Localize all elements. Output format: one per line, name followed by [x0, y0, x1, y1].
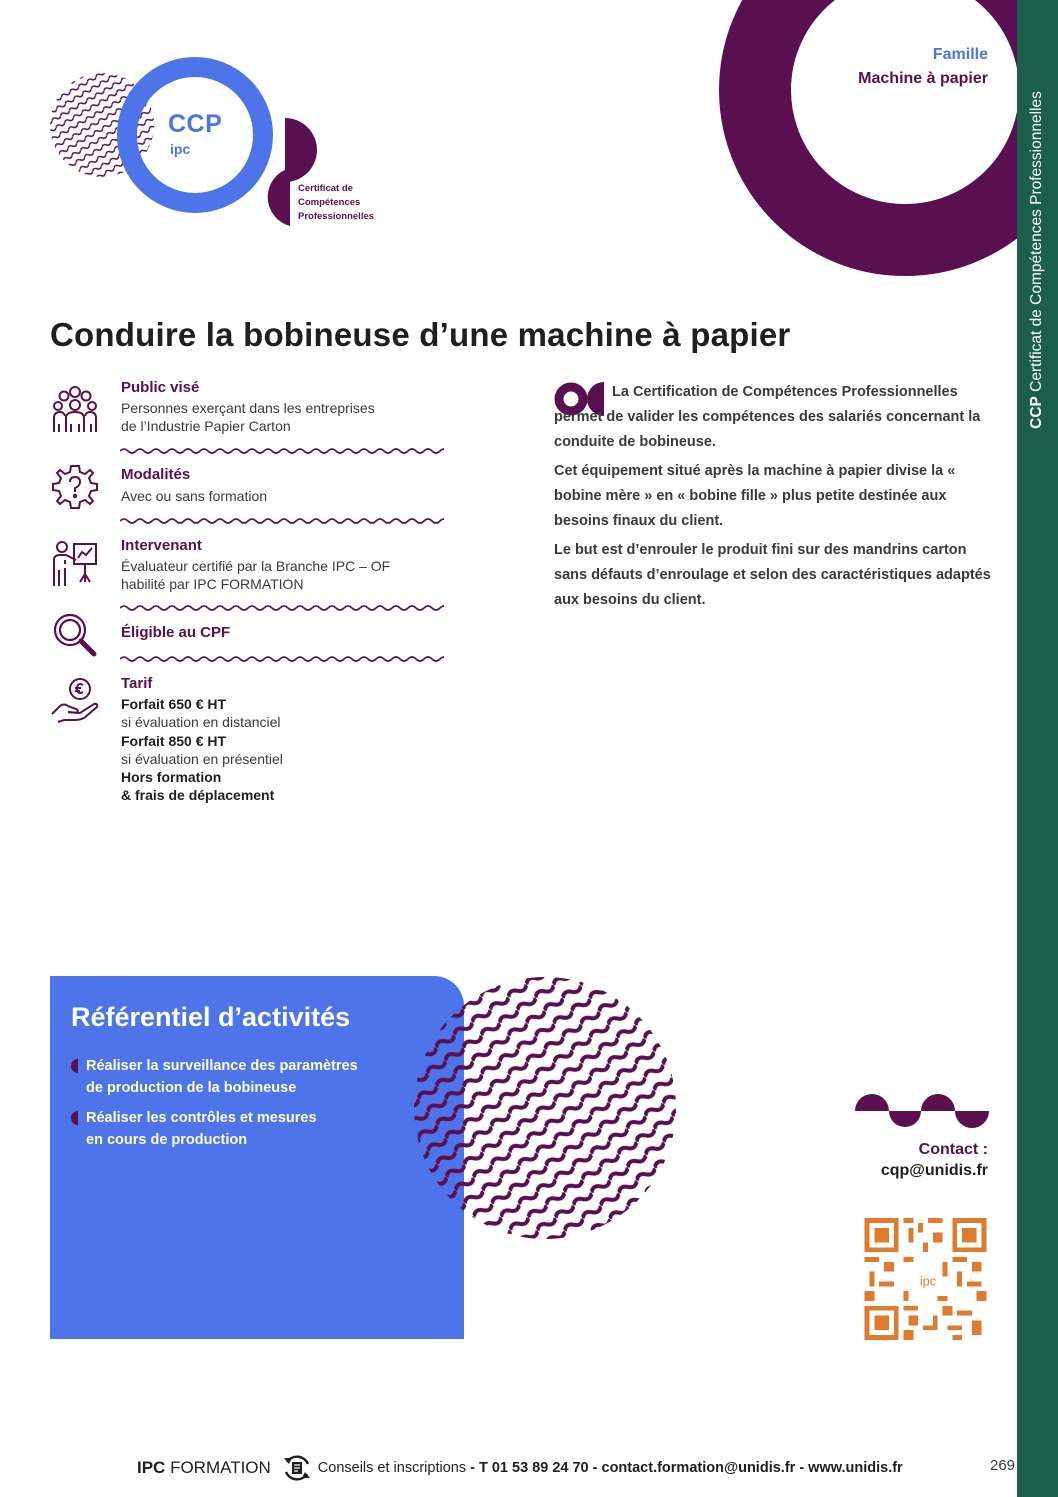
wave-divider — [120, 603, 444, 613]
referentiel-item-2: Réaliser les contrôles et mesures en cours de production — [86, 1110, 317, 1148]
refresh-document-icon — [281, 1452, 313, 1484]
wave-divider — [120, 654, 444, 664]
logo-ccp-text: CCP — [168, 110, 223, 138]
bullet-icon — [70, 1111, 78, 1125]
intervenant-line1: Évaluateur certifié par la Branche IPC – OF — [121, 558, 391, 574]
description-p2: Cet équipement situé après la machine à papier divise la « bobine mère » en « bobine fille » plus petite destinée aux besoins finaux du client. — [554, 463, 956, 529]
description-p3: Le but est d’enrouler le produit fini sur des mandrins carton sans défauts d’enroulage et selon des caractéristiques adaptés aux besoins du client. — [554, 542, 991, 608]
referentiel-title: Référentiel d’activités — [71, 1002, 351, 1032]
side-bar-label: CCP Certificat de Compétences Professionnelles — [1028, 91, 1045, 429]
euro-hand-icon — [50, 676, 100, 726]
footer-contact-line: Conseils et inscriptions - T 01 53 89 24 70 - contact.formation@unidis.fr - www.unidis.fr — [317, 1460, 903, 1476]
tarif-line6: & frais de déplacement — [121, 787, 275, 803]
people-group-icon — [50, 384, 100, 434]
cpf-heading: Éligible au CPF — [121, 624, 231, 641]
description-p1: La Certification de Compétences Professionnelles permet de valider les compétences des salariés concernant la conduite de bobineuse. — [554, 384, 981, 450]
bullet-icon — [70, 1059, 78, 1073]
referentiel-item-1: Réaliser la surveillance des paramètres de production de la bobineuse — [86, 1058, 358, 1096]
public-vise-line1: Personnes exerçant dans les entreprises — [121, 400, 375, 416]
tarif-line3: Forfait 850 € HT — [121, 733, 227, 749]
intervenant-heading: Intervenant — [121, 537, 202, 554]
modalites-line1: Avec ou sans formation — [121, 488, 268, 504]
tarif-line1: Forfait 650 € HT — [121, 696, 227, 712]
intervenant-line2: habilité par IPC FORMATION — [121, 576, 304, 592]
ccp-logo — [40, 40, 340, 240]
logo-ipc-text: ipc — [170, 141, 191, 157]
tarif-line4: si évaluation en présentiel — [121, 751, 283, 767]
magnifier-icon — [50, 610, 100, 660]
footer-brand: IPC FORMATION — [137, 1458, 271, 1477]
contact-email-link[interactable]: cqp@unidis.fr — [880, 1162, 988, 1179]
logo-subtitle-line2: Compétences — [298, 197, 361, 208]
famille-value: Machine à papier — [858, 70, 988, 87]
presenter-board-icon — [50, 538, 100, 588]
tarif-heading: Tarif — [121, 675, 153, 692]
qr-code[interactable] — [863, 1218, 988, 1340]
description — [554, 380, 994, 617]
public-vise-line2: de l’Industrie Papier Carton — [121, 418, 291, 434]
wavy-circle-decoration — [413, 976, 677, 1240]
footer — [137, 1455, 903, 1481]
page-number: 269 — [990, 1457, 1016, 1474]
logo-subtitle-line3: Professionnelles — [298, 211, 375, 222]
wave-decoration — [855, 1094, 989, 1128]
page-title: Conduire la bobineuse d’une machine à papier — [50, 316, 791, 353]
tarif-line5: Hors formation — [121, 769, 222, 785]
gear-question-icon — [50, 462, 100, 512]
logo-subtitle-line1: Certificat de — [298, 183, 353, 194]
modalites-heading: Modalités — [121, 466, 191, 483]
famille-label: Famille — [932, 46, 988, 63]
tarif-line2: si évaluation en distanciel — [121, 714, 281, 730]
wave-divider — [120, 516, 444, 526]
qr-logo-text: ipc — [919, 1274, 937, 1289]
public-vise-heading: Public visé — [121, 379, 200, 396]
wave-divider — [120, 446, 444, 456]
contact-label: Contact : — [918, 1141, 988, 1158]
